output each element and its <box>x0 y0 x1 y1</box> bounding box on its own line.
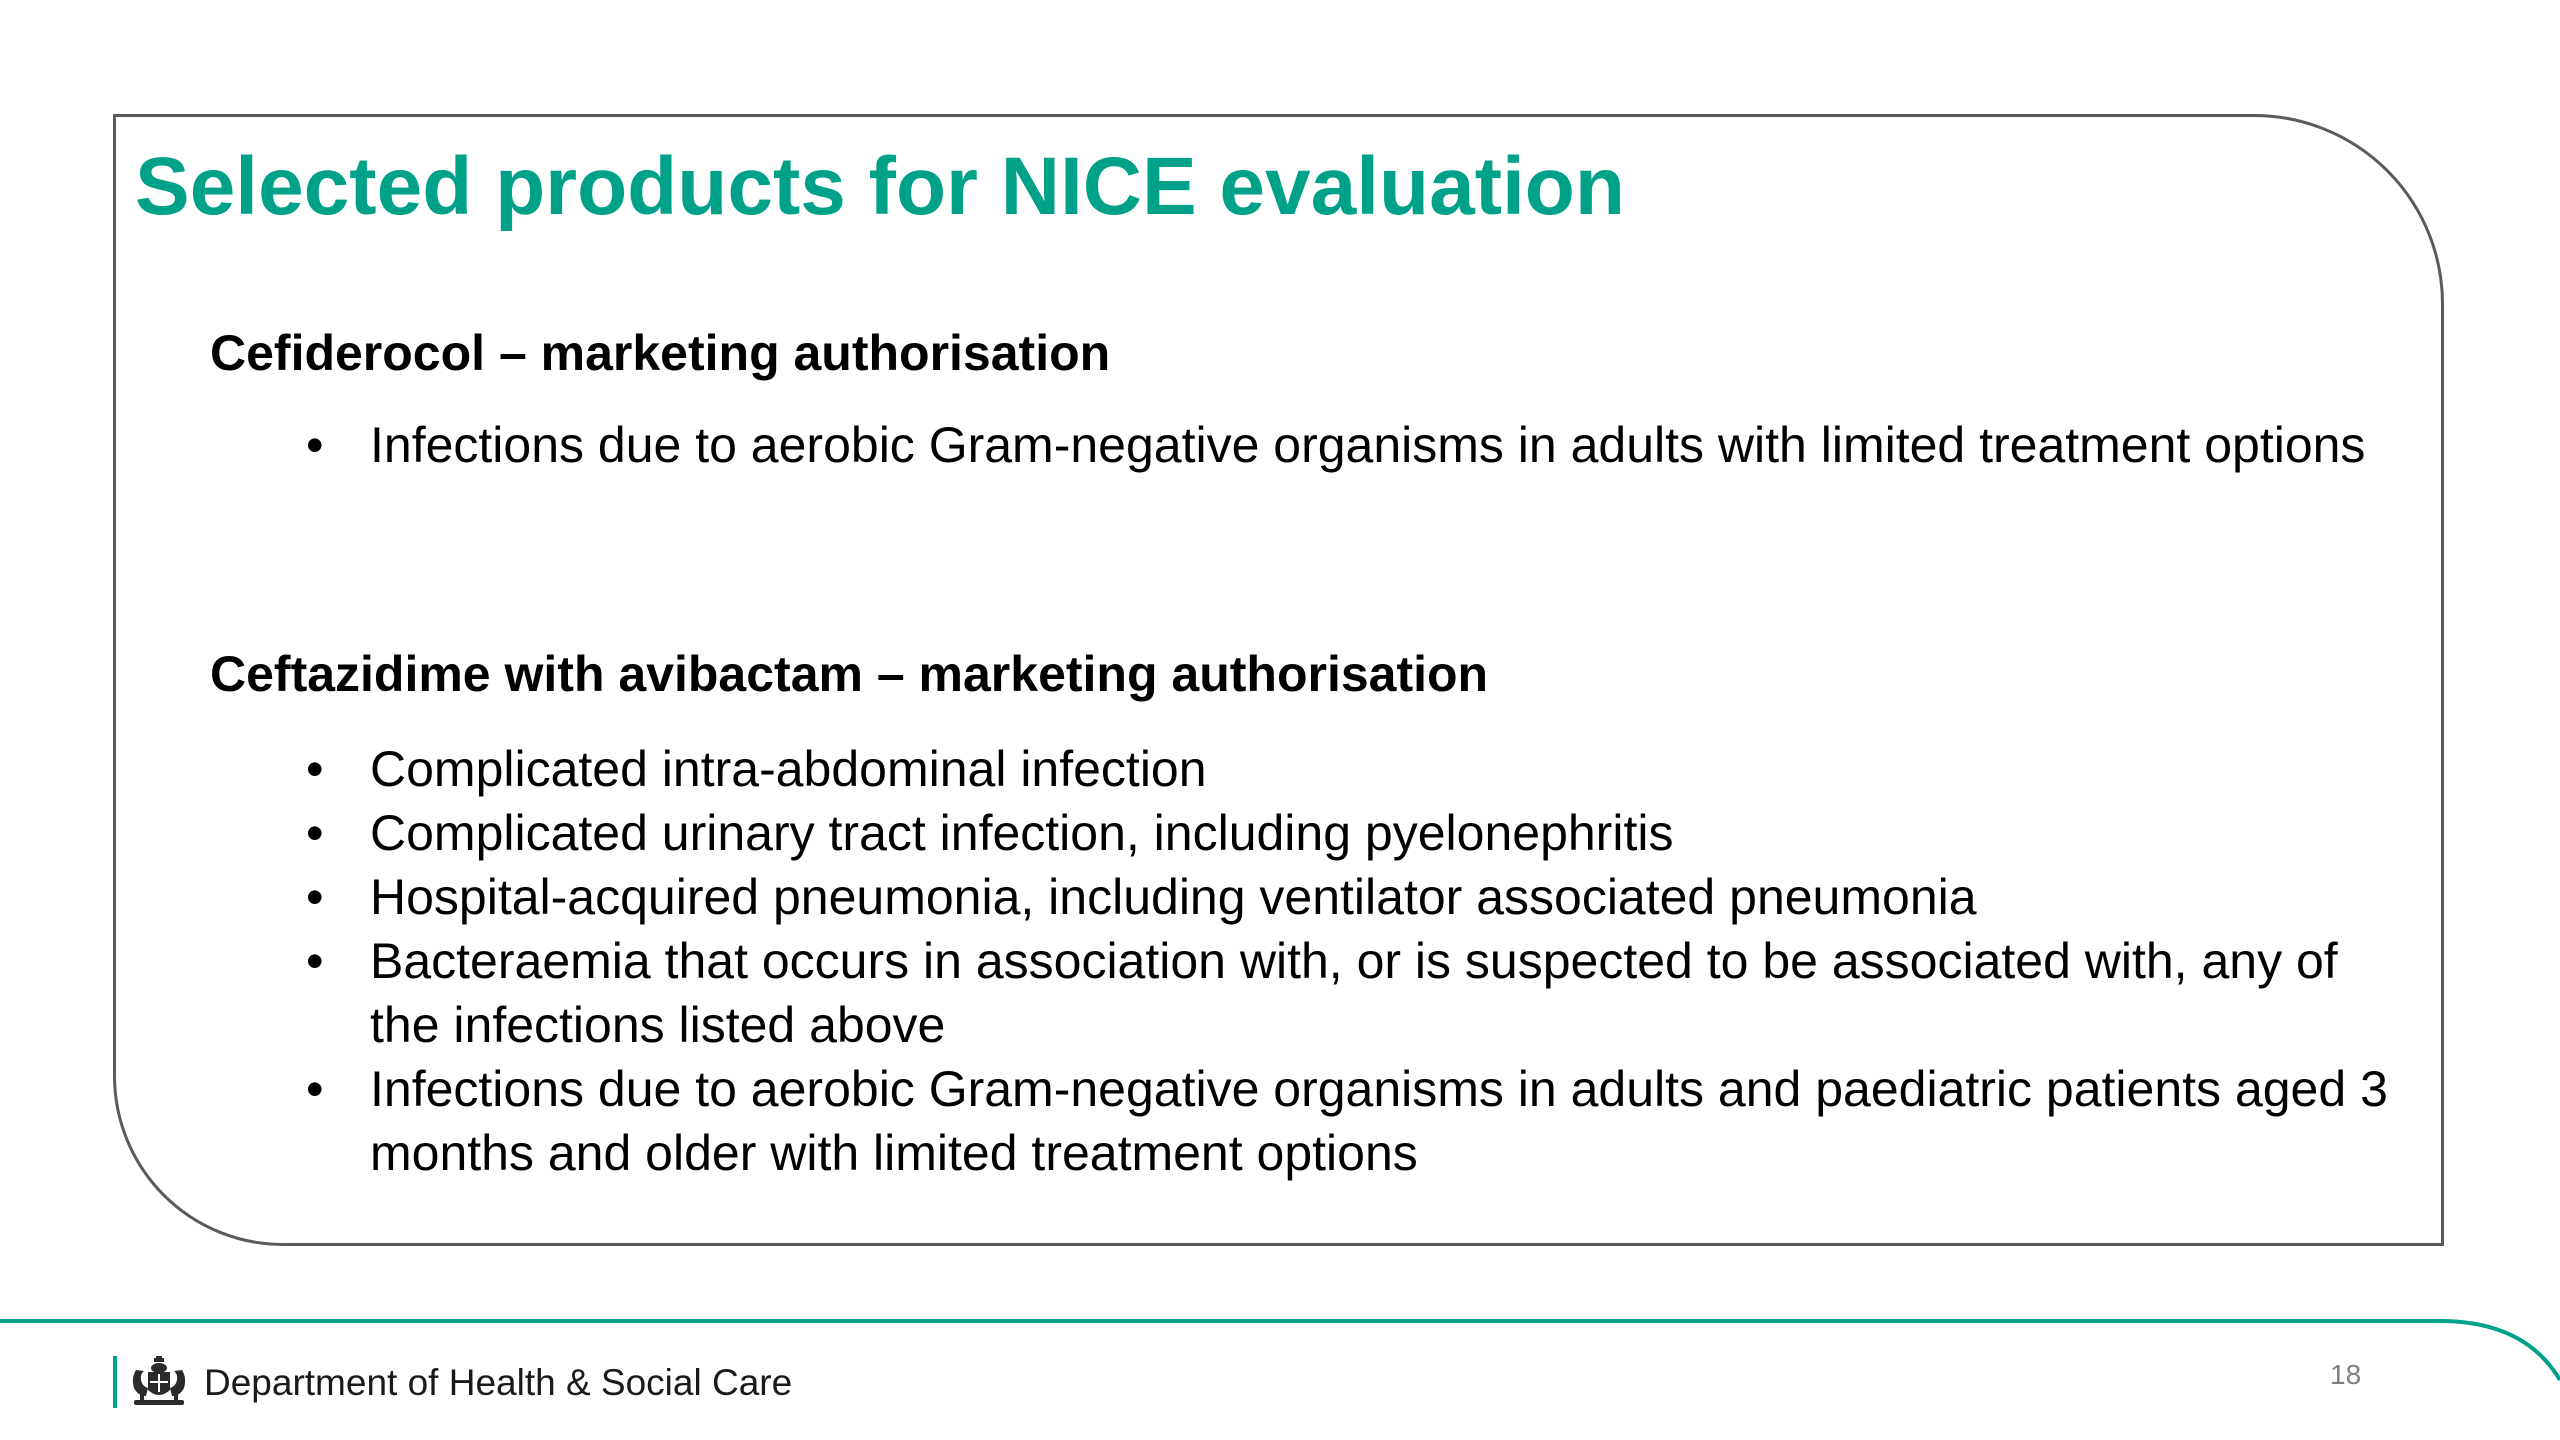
section-ceftazidime-avibactam <box>210 643 2410 1185</box>
list-item <box>210 865 2410 929</box>
list-item <box>210 929 2410 1057</box>
bullet-icon: • <box>306 417 324 473</box>
bullet-list <box>210 737 2410 1185</box>
bullet-text: Complicated urinary tract infection, including pyelonephritis <box>370 805 1674 861</box>
section-heading: Ceftazidime with avibactam – marketing authorisation <box>210 646 1489 702</box>
list-item <box>210 413 2410 477</box>
bullet-icon: • <box>306 1061 324 1117</box>
list-item <box>210 737 2410 801</box>
bullet-icon: • <box>306 933 324 989</box>
section-cefiderocol <box>210 322 2410 477</box>
bullet-text: Infections due to aerobic Gram-negative organisms in adults with limited treatment options <box>370 417 2366 473</box>
bullet-icon: • <box>306 869 324 925</box>
slide-title: Selected products for NICE evaluation <box>135 141 1625 232</box>
page-number: 18 <box>2330 1359 2362 1390</box>
bullet-icon: • <box>306 805 324 861</box>
list-item <box>210 801 2410 865</box>
bullet-icon: • <box>306 741 324 797</box>
organisation-name: Department of Health & Social Care <box>204 1362 793 1403</box>
section-heading: Cefiderocol – marketing authorisation <box>210 325 1111 381</box>
bullet-text: Infections due to aerobic Gram-negative organisms in adults and paediatric patients aged 3 months and older with limited treatment options <box>370 1061 2388 1181</box>
royal-crest-icon <box>128 1356 190 1408</box>
bullet-text: Bacteraemia that occurs in association with, or is suspected to be associated with, any of the infections listed above <box>370 933 2338 1053</box>
bullet-text: Hospital-acquired pneumonia, including ventilator associated pneumonia <box>370 869 1977 925</box>
bullet-list <box>210 413 2410 477</box>
footer-divider <box>113 1356 117 1408</box>
bullet-text: Complicated intra-abdominal infection <box>370 741 1207 797</box>
list-item <box>210 1057 2410 1185</box>
